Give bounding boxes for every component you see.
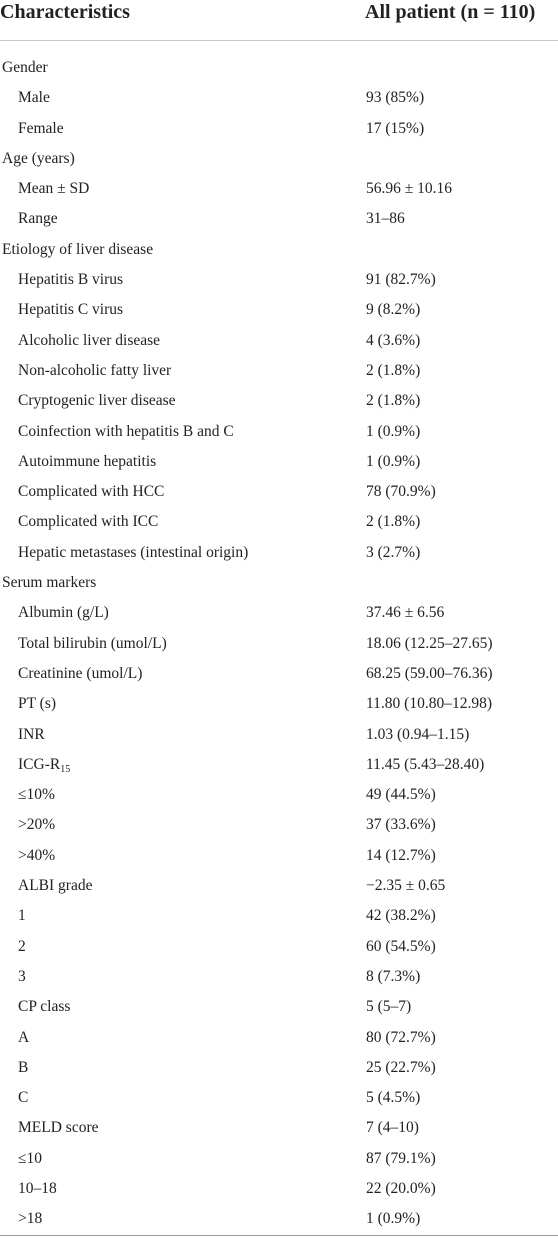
row-value: 8 (7.3%) xyxy=(366,967,421,985)
table-row xyxy=(0,568,558,598)
row-label-text: 3 xyxy=(18,967,26,985)
row-value: 56.96 ± 10.16 xyxy=(366,180,453,198)
row-value: 37 (33.6%) xyxy=(366,816,436,834)
row-label-text: INR xyxy=(18,725,45,743)
table-row xyxy=(0,810,558,840)
table-row xyxy=(0,1113,558,1143)
table-header xyxy=(0,0,558,41)
row-label-text: Hepatitis B virus xyxy=(18,271,124,289)
row-label-text: Mean ± SD xyxy=(18,180,90,198)
table-row xyxy=(0,477,558,507)
table-body xyxy=(0,41,558,1235)
row-label xyxy=(18,689,56,719)
table-row xyxy=(0,780,558,810)
row-value: 9 (8.2%) xyxy=(366,301,421,319)
row-label-text: Alcoholic liver disease xyxy=(18,331,161,349)
table-row xyxy=(0,1083,558,1113)
row-label-text: A xyxy=(18,1028,30,1046)
row-label-text: Female xyxy=(18,119,64,137)
table-row xyxy=(0,507,558,537)
row-label-text: 1 xyxy=(18,907,26,925)
row-label-text: Complicated with ICC xyxy=(18,513,159,531)
row-label xyxy=(18,538,248,568)
row-value: 3 (2.7%) xyxy=(366,543,421,561)
table-row xyxy=(0,538,558,568)
row-label-text: Albumin (g/L) xyxy=(18,604,109,622)
row-label xyxy=(18,386,176,416)
row-label xyxy=(18,629,167,659)
row-label xyxy=(18,174,89,204)
row-label xyxy=(18,507,158,537)
row-label-text: Autoimmune hepatitis xyxy=(18,452,157,470)
table-row xyxy=(0,1204,558,1234)
table-row xyxy=(0,1174,558,1204)
row-value: 80 (72.7%) xyxy=(366,1028,436,1046)
row-value: 22 (20.0%) xyxy=(366,1179,436,1197)
row-label xyxy=(18,1083,28,1113)
row-label xyxy=(2,568,96,598)
table-row xyxy=(0,144,558,174)
row-label xyxy=(18,992,70,1022)
row-label-text: ICG-R xyxy=(18,755,61,773)
row-label-subscript: 15 xyxy=(60,763,71,775)
table-row xyxy=(0,689,558,719)
row-value: 2 (1.8%) xyxy=(366,361,421,379)
row-value: 1 (0.9%) xyxy=(366,452,421,470)
row-label xyxy=(18,356,171,386)
row-value: 37.46 ± 6.56 xyxy=(366,604,445,622)
row-value: 68.25 (59.00–76.36) xyxy=(366,664,493,682)
table-row xyxy=(0,447,558,477)
row-label-text: >40% xyxy=(18,846,56,864)
row-label-text: Male xyxy=(18,89,50,107)
row-label-text: Coinfection with hepatitis B and C xyxy=(18,422,234,440)
row-value: 2 (1.8%) xyxy=(366,392,421,410)
table-row xyxy=(0,83,558,113)
row-label-text: Total bilirubin (umol/L) xyxy=(18,634,167,652)
row-label-text: Hepatitis C virus xyxy=(18,301,124,319)
row-value: 1 (0.9%) xyxy=(366,422,421,440)
table-row xyxy=(0,659,558,689)
row-value: 31–86 xyxy=(366,210,405,228)
row-label-text: CP class xyxy=(18,998,71,1016)
row-label-text: MELD score xyxy=(18,1119,99,1137)
row-label xyxy=(18,1204,42,1234)
row-label xyxy=(2,235,153,265)
table-row xyxy=(0,53,558,83)
row-label xyxy=(18,841,55,871)
row-label-text: B xyxy=(18,1058,29,1076)
table-row xyxy=(0,1144,558,1174)
row-value: −2.35 ± 0.65 xyxy=(366,877,446,895)
table-row xyxy=(0,356,558,386)
row-label-text: 2 xyxy=(18,937,26,955)
row-label xyxy=(2,144,75,174)
row-label-text: Hepatic metastases (intestinal origin) xyxy=(18,543,249,561)
row-value: 2 (1.8%) xyxy=(366,513,421,531)
row-label-text: PT (s) xyxy=(18,695,57,713)
table-row xyxy=(0,901,558,931)
row-label-text: Serum markers xyxy=(2,574,97,592)
row-label xyxy=(18,477,164,507)
table-row xyxy=(0,326,558,356)
table-row xyxy=(0,386,558,416)
row-label-text: ≤10% xyxy=(18,786,55,804)
table-row xyxy=(0,1053,558,1083)
table-row xyxy=(0,295,558,325)
row-label-text: >18 xyxy=(18,1210,43,1228)
row-label-text: Etiology of liver disease xyxy=(2,240,154,258)
row-value: 42 (38.2%) xyxy=(366,907,436,925)
table-row xyxy=(0,841,558,871)
row-value: 93 (85%) xyxy=(366,89,425,107)
row-label xyxy=(18,326,160,356)
table-row xyxy=(0,871,558,901)
row-value: 18.06 (12.25–27.65) xyxy=(366,634,493,652)
row-value: 87 (79.1%) xyxy=(366,1149,436,1167)
row-label-text: Gender xyxy=(2,59,48,76)
row-value: 5 (4.5%) xyxy=(366,1089,421,1107)
table-row xyxy=(0,750,558,780)
row-label xyxy=(18,417,234,447)
row-value: 60 (54.5%) xyxy=(366,937,436,955)
row-label-text: Range xyxy=(18,210,58,228)
row-label xyxy=(18,750,70,780)
row-label-text: >20% xyxy=(18,816,56,834)
row-label-text: Non-alcoholic fatty liver xyxy=(18,361,172,379)
row-value: 14 (12.7%) xyxy=(366,846,436,864)
row-label-text: ALBI grade xyxy=(18,877,93,895)
table-row xyxy=(0,114,558,144)
row-value: 49 (44.5%) xyxy=(366,786,436,804)
row-label xyxy=(18,901,26,931)
row-label-text: 10–18 xyxy=(18,1179,57,1197)
row-label xyxy=(18,204,58,234)
row-label-text: ≤10 xyxy=(18,1149,43,1167)
row-value: 1 (0.9%) xyxy=(366,1210,421,1228)
row-label xyxy=(18,962,26,992)
row-label xyxy=(18,265,123,295)
row-label xyxy=(18,1113,99,1143)
row-label xyxy=(18,932,26,962)
row-label xyxy=(18,1023,29,1053)
row-label xyxy=(18,720,45,750)
table-row xyxy=(0,962,558,992)
row-label-text: C xyxy=(18,1089,29,1107)
table-bottom-rule xyxy=(0,1235,558,1236)
table-row xyxy=(0,235,558,265)
header-all-patient: All patient (n = 110) xyxy=(365,1,536,23)
table-row xyxy=(0,1023,558,1053)
table-row xyxy=(0,204,558,234)
table-row xyxy=(0,629,558,659)
row-label xyxy=(18,447,156,477)
table-row xyxy=(0,992,558,1022)
row-label-text: Complicated with HCC xyxy=(18,483,165,501)
table-row xyxy=(0,598,558,628)
row-value: 11.80 (10.80–12.98) xyxy=(366,695,492,713)
row-value: 91 (82.7%) xyxy=(366,271,436,289)
row-label xyxy=(18,1053,28,1083)
row-label xyxy=(18,1174,57,1204)
table-row xyxy=(0,932,558,962)
row-value: 1.03 (0.94–1.15) xyxy=(366,725,470,743)
table-row xyxy=(0,720,558,750)
row-label xyxy=(18,871,92,901)
row-label xyxy=(18,659,142,689)
row-label-text: Creatinine (umol/L) xyxy=(18,664,143,682)
row-value: 25 (22.7%) xyxy=(366,1058,436,1076)
row-value: 7 (4–10) xyxy=(366,1119,419,1137)
table-row xyxy=(0,417,558,447)
row-label-text: Cryptogenic liver disease xyxy=(18,392,176,410)
row-label xyxy=(18,114,64,144)
row-label xyxy=(18,810,55,840)
header-characteristics: Characteristics xyxy=(0,1,130,23)
row-value: 17 (15%) xyxy=(366,119,425,137)
row-label xyxy=(18,1144,42,1174)
table-row xyxy=(0,265,558,295)
row-label-text: Age (years) xyxy=(2,149,75,167)
row-value: 78 (70.9%) xyxy=(366,483,436,501)
row-value: 11.45 (5.43–28.40) xyxy=(366,755,485,773)
row-label xyxy=(18,598,109,628)
row-value: 4 (3.6%) xyxy=(366,331,421,349)
row-label xyxy=(18,295,123,325)
table-row xyxy=(0,174,558,204)
row-label xyxy=(18,780,55,810)
row-value: 5 (5–7) xyxy=(366,998,412,1016)
row-label xyxy=(18,83,50,113)
row-label xyxy=(2,53,48,83)
